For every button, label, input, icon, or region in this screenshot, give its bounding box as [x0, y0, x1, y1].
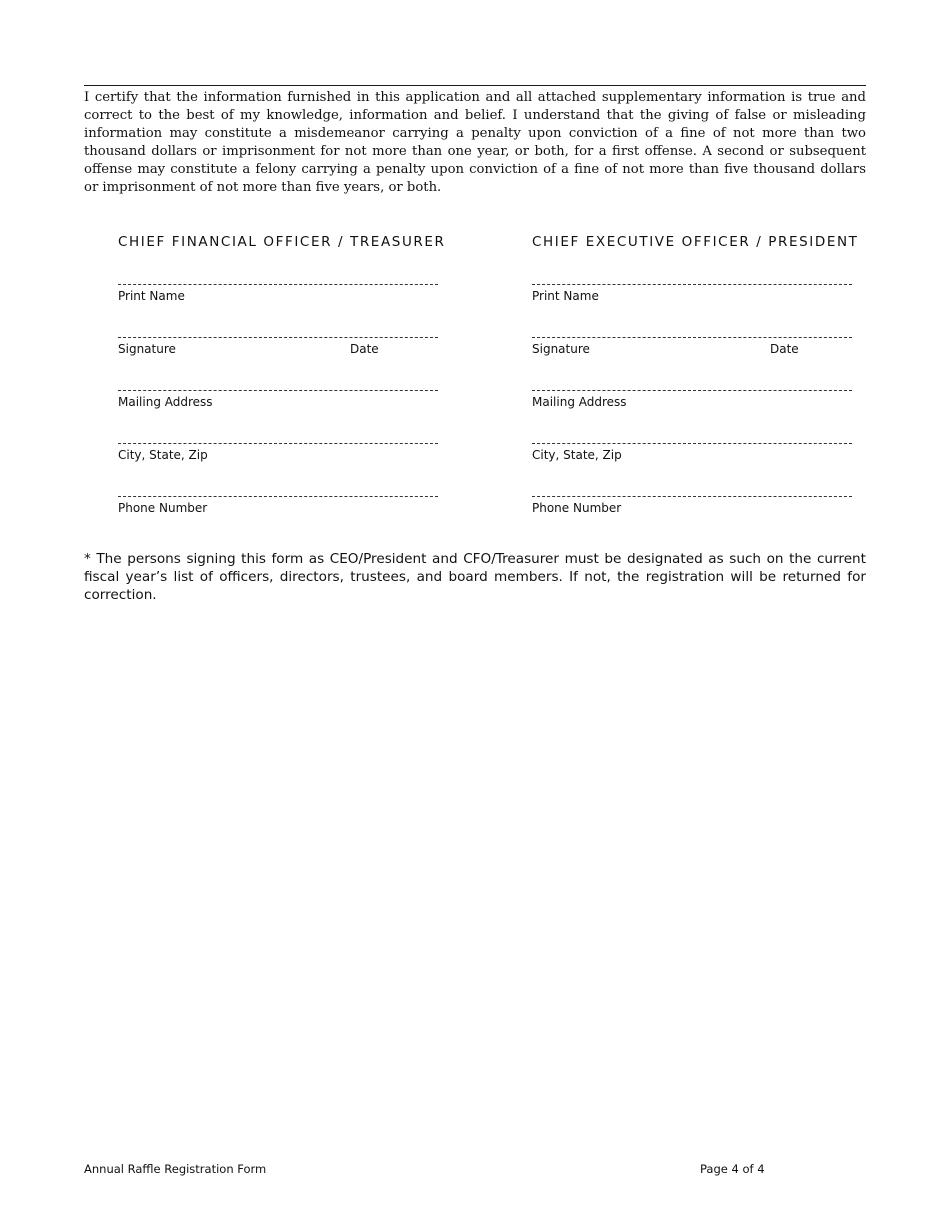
cfo-phone-number-field[interactable] — [118, 478, 438, 531]
footer-form-name: Annual Raffle Registration Form — [84, 1162, 267, 1176]
cfo-city-state-zip-field[interactable] — [118, 425, 438, 478]
ceo-mailing-address-line[interactable] — [532, 390, 852, 391]
cfo-mailing-address-line[interactable] — [118, 390, 438, 391]
ceo-phone-number-line[interactable] — [532, 496, 852, 497]
cfo-signature-line[interactable] — [118, 337, 438, 338]
ceo-phone-number-field[interactable] — [532, 478, 852, 531]
ceo-signature-block — [532, 232, 859, 515]
cfo-signature-field[interactable] — [118, 319, 438, 372]
ceo-city-state-zip-label: City, State, Zip — [532, 448, 622, 462]
cfo-print-name-field[interactable] — [118, 266, 438, 319]
ceo-date-label: Date — [770, 342, 799, 356]
cfo-print-name-label: Print Name — [118, 289, 185, 303]
footer-page-number: Page 4 of 4 — [700, 1162, 765, 1176]
cfo-date-label: Date — [350, 342, 379, 356]
cfo-mailing-address-field[interactable] — [118, 372, 438, 425]
cfo-print-name-line[interactable] — [118, 284, 438, 285]
ceo-phone-number-label: Phone Number — [532, 501, 622, 515]
cfo-city-state-zip-line[interactable] — [118, 443, 438, 444]
signer-designation-note: * The persons signing this form as CEO/President and CFO/Treasurer must be designated as such on the current fiscal year’s list of officers, directors, trustees, and board members. If not, the registration will be returned for correction. — [84, 551, 866, 603]
ceo-mailing-address-field[interactable] — [532, 372, 852, 425]
ceo-signature-field[interactable] — [532, 319, 852, 372]
cfo-signature-label: Signature — [118, 342, 176, 356]
ceo-city-state-zip-line[interactable] — [532, 443, 852, 444]
ceo-signature-label: Signature — [532, 342, 590, 356]
cfo-phone-number-line[interactable] — [118, 496, 438, 497]
cfo-section-title: CHIEF FINANCIAL OFFICER / TREASURER — [118, 234, 446, 250]
ceo-signature-line[interactable] — [532, 337, 852, 338]
ceo-print-name-label: Print Name — [532, 289, 599, 303]
cfo-phone-number-label: Phone Number — [118, 501, 208, 515]
certification-statement: I certify that the information furnished in this application and all attached supplementary information is true and correct to the best of my knowledge, information and belief. I understand that the giving of false or misleading information may constitute a misdemeanor carrying a penalty upon conviction of a fine of not more than two thousand dollars or imprisonment for not more than one year, or both, for a first offense. A second or subsequent offense may constitute a felony carrying a penalty upon conviction of a fine of not more than five thousand dollars or imprisonment of not more than five years, or both. — [84, 90, 866, 195]
ceo-section-title: CHIEF EXECUTIVE OFFICER / PRESIDENT — [532, 234, 859, 250]
ceo-print-name-field[interactable] — [532, 266, 852, 319]
ceo-print-name-line[interactable] — [532, 284, 852, 285]
cfo-mailing-address-label: Mailing Address — [118, 395, 213, 409]
cfo-signature-block — [118, 232, 446, 515]
cfo-city-state-zip-label: City, State, Zip — [118, 448, 208, 462]
ceo-city-state-zip-field[interactable] — [532, 425, 852, 478]
top-divider — [84, 85, 866, 86]
ceo-mailing-address-label: Mailing Address — [532, 395, 627, 409]
